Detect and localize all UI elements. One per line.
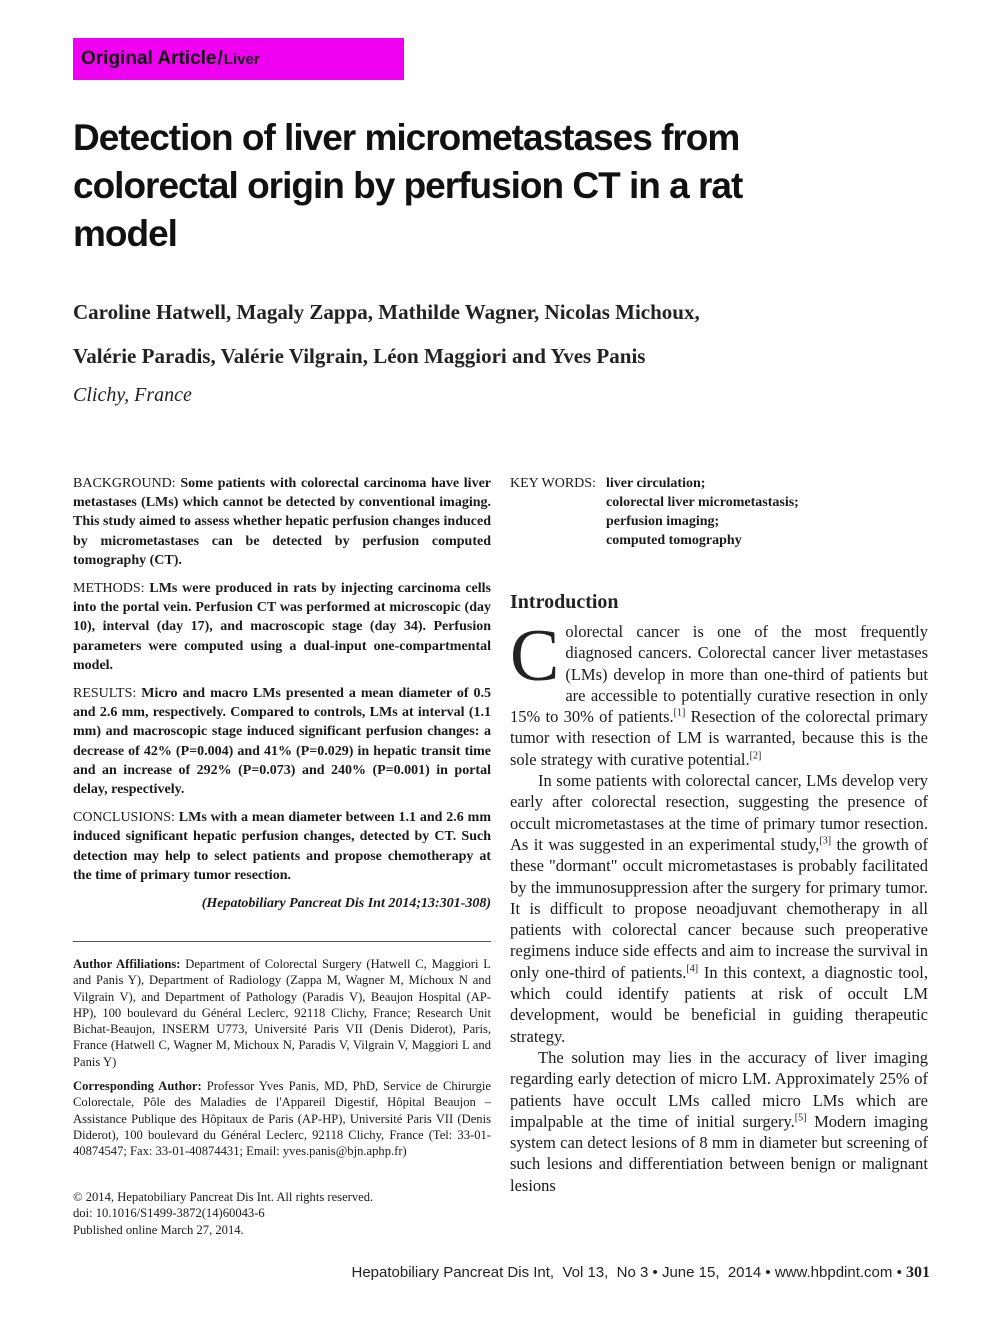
author-location: Clichy, France (73, 384, 192, 406)
author-list (73, 290, 913, 378)
footer-issue: No 3 (616, 1264, 649, 1281)
doi-line: doi: 10.1016/S1499-3872(14)60043-6 (73, 1206, 265, 1221)
section-tag (73, 38, 404, 80)
authors-line-1: Caroline Hatwell, Magaly Zappa, Mathilde Wagner, Nicolas Michoux, (73, 300, 700, 324)
reference-1[interactable]: [1] (673, 707, 686, 719)
intro-paragraph-3: The solution may lies in the accuracy of liver imaging regarding early detection of micro LM. Approximately 25% of patients have occult LMs called micro LMs which are impalpable at the time of initial surgery.[5] Modern imaging system can detect lesions of 8 mm in diameter but screening of such lesions and differentiation between benign or malignant lesions (510, 1047, 928, 1195)
footer-bullet: • (652, 1264, 658, 1281)
abstract (73, 474, 491, 913)
article-topic: Liver (223, 51, 260, 68)
page-number: 301 (906, 1264, 930, 1281)
abstract-methods: METHODS: LMs were produced in rats by injecting carcinoma cells into the portal vein. Perfusion CT was performed at microscopic (day 10), interval (day 17), and macroscopic stage (day 34). Perfusion parameters were computed using a dual-input one-compartmental model. (73, 581, 491, 673)
affiliations-block (73, 956, 491, 1168)
footer-bullet: • (765, 1264, 771, 1281)
reference-4[interactable]: [4] (686, 963, 699, 975)
divider (73, 941, 491, 942)
keywords-list (606, 474, 799, 550)
journal-citation: (Hepatobiliary Pancreat Dis Int 2014;13:301-308) (201, 896, 491, 912)
abstract-results: RESULTS: Micro and macro LMs presented a mean diameter of 0.5 and 2.6 mm, respectively. Compared to controls, LMs at interval (1.1 mm) and macroscopic stage induced significant perfusion changes: a decrease of 42% (P=0.004) and 41% (P=0.029) in hepatic transit time and an increase of 292% (P=0.073) and 240% (P=0.001) in portal delay, respectively. (73, 686, 491, 798)
article-title: Detection of liver micrometastases from colorectal origin by perfusion CT in a rat model (73, 117, 743, 254)
corresponding-author: Corresponding Author: Professor Yves Panis, MD, PhD, Service de Chirurgie Colorectale, Pôle des Maladies de l'Appareil Digestif, Hôpital Beaujon – Assistance Publique des Hôpitaux de Paris (AP-HP), Université Paris VII (Denis Diderot), 100 boulevard du Général Leclerc, 92118 Clichy, France (Tel: 33-01-40874547; Fax: 33-01-40874431; Email: yves.panis@bjn.aphp.fr) (73, 1079, 491, 1159)
keyword-item: perfusion imaging; (606, 514, 720, 529)
keywords-label: KEY WORDS: (510, 476, 596, 491)
authors-line-2: Valérie Paradis, Valérie Vilgrain, Léon Maggiori and Yves Panis (73, 344, 646, 368)
copyright-block (73, 1189, 491, 1238)
author-affiliations: Author Affiliations: Department of Colorectal Surgery (Hatwell C, Maggiori L and Panis Y), Department of Radiology (Zappa M, Wagner M, Michoux N and Vilgrain V), and Department of Pathology (Paradis V), Beaujon Hospital (AP-HP), 100 boulevard du Général Leclerc, 92118 Clichy, France; Research Unit Bichat-Beaujon, INSERM U773, Université Paris VII (Denis Diderot), Paris, France (Hatwell C, Wagner M, Michoux N, Paradis V, Vilgrain V, Maggiori L and Panis Y) (73, 957, 491, 1069)
copyright-line: © 2014, Hepatobiliary Pancreat Dis Int. All rights reserved. (73, 1190, 374, 1204)
introduction-heading: Introduction (510, 591, 619, 613)
footer-journal: Hepatobiliary Pancreat Dis Int, (351, 1264, 555, 1281)
abstract-conclusions: CONCLUSIONS: LMs with a mean diameter between 1.1 and 2.6 mm induced significant hepatic perfusion changes, detected by CT. Such detection may help to select patients and propose chemotherapy at the time of primary tumor resection. (73, 810, 491, 883)
page-footer (284, 1264, 930, 1282)
intro-paragraph-1: Colorectal cancer is one of the most frequently diagnosed cancers. Colorectal cancer liver metastases (LMs) develop in more than one-third of patients but are accessible to potentially curative resection in only 15% to 30% of patients.[1] Resection of the colorectal primary tumor with resection of LM is warranted, because this is the sole strategy with curative potential.[2] (510, 615, 928, 769)
drop-cap: C (510, 615, 560, 697)
footer-year: 2014 (727, 1264, 762, 1281)
tag-separator: / (217, 48, 223, 69)
keyword-item: colorectal liver micrometastasis; (606, 495, 799, 510)
keywords-block (510, 474, 930, 550)
introduction-body (510, 615, 928, 1196)
footer-date: June 15, (661, 1264, 720, 1281)
published-line: Published online March 27, 2014. (73, 1222, 244, 1237)
reference-2[interactable]: [2] (749, 750, 762, 762)
keyword-item: liver circulation; (606, 476, 706, 491)
intro-paragraph-2: In some patients with colorectal cancer, LMs develop very early after colorectal resection, suggesting the presence of occult micrometastases at the time of primary tumor resection. As it was suggested in an experimental study,[3] the growth of these "dormant" occult micrometastases is probably facilitated by the immunosuppression after the surgery for primary tumor. It is difficult to propose neoadjuvant chemotherapy in all patients with colorectal cancer because such preoperative regimens induce side effects and aim to increase the survival in only one-third of patients.[4] In this context, a diagnostic tool, which could identify patients at risk of occult LM development, would be beneficial in guiding therapeutic strategy. (510, 771, 928, 1046)
footer-bullet: • (896, 1264, 902, 1281)
reference-5[interactable]: [5] (794, 1112, 807, 1124)
abstract-background: BACKGROUND: Some patients with colorectal carcinoma have liver metastases (LMs) which cannot be detected by conventional imaging. This study aimed to assess whether hepatic perfusion changes induced by micrometastases can be detected by perfusion computed tomography (CT). (73, 476, 491, 568)
footer-url[interactable]: www.hbpdint.com (774, 1264, 893, 1281)
keyword-item: computed tomography (606, 533, 742, 548)
footer-volume: Vol 13, (562, 1264, 609, 1281)
reference-3[interactable]: [3] (819, 835, 832, 847)
article-type: Original Article (81, 48, 217, 69)
